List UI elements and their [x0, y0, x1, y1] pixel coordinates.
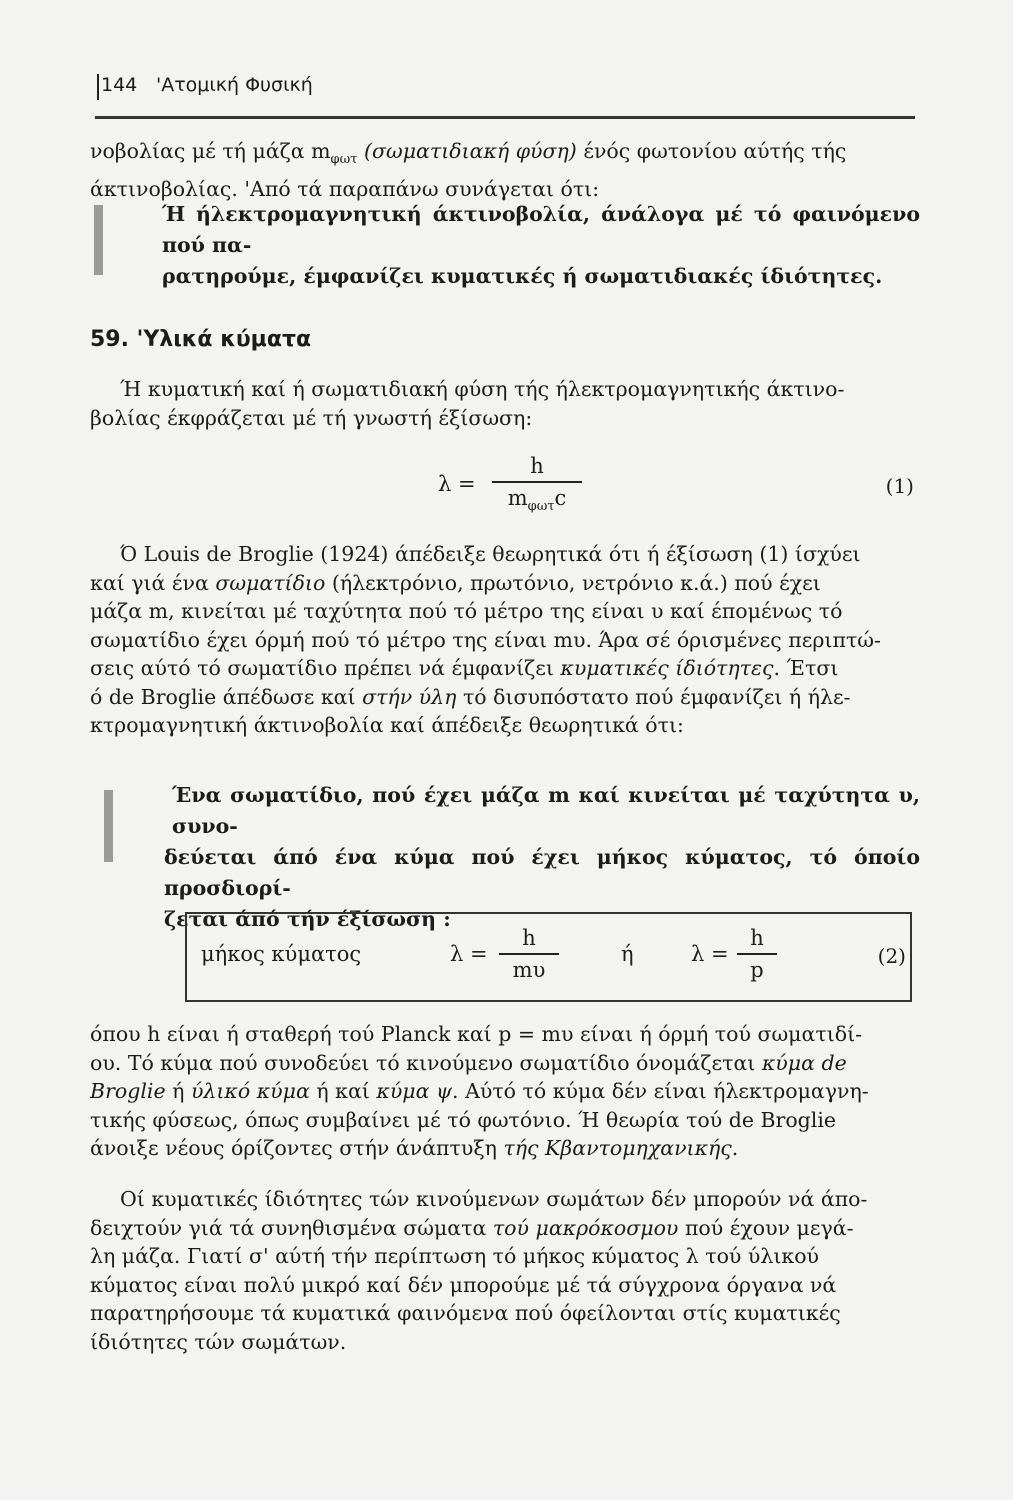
intro-line2: άκτινοβολίας. 'Από τά παραπάνω συνάγεται ότι: — [90, 176, 600, 201]
para5-line5: παρατηρήσουμε τά κυματικά φαινόμενα πού όφείλονται στίς κυματικές — [90, 1301, 841, 1325]
highlight-bar-1 — [94, 205, 103, 275]
eq1-denominator — [492, 486, 582, 514]
para4-line5-pre: άνοιξε νέους όρίζοντες στήν άνάπτυξη — [90, 1136, 497, 1160]
highlight1-line2: ρατηρούμε, έμφανίζει κυματικές ή σωματιδιακές ίδιότητες. — [162, 264, 883, 288]
para4-line3-italic: Broglie — [90, 1079, 166, 1103]
para4-line2-italic: κύμα de — [761, 1050, 847, 1075]
para4-line3-italic2: ύλικό κύμα — [190, 1079, 310, 1103]
para3-line2-italic: σωματίδιο — [215, 570, 326, 595]
eq2-fraction-1 — [499, 926, 559, 982]
eq1-numerator: h — [530, 454, 544, 478]
equation-1 — [420, 450, 920, 520]
para3-line1: Ό Louis de Broglie (1924) άπέδειξε θεωρητικά ότι ή έξίσωση (1) ίσχύει — [120, 542, 861, 566]
eq2-fraction-2 — [737, 926, 777, 982]
eq1-fraction — [492, 454, 582, 514]
paragraph-2 — [90, 375, 920, 432]
eq2-number: (2) — [877, 944, 906, 968]
eq2-num1: h — [522, 926, 536, 950]
highlight-box-1 — [112, 199, 920, 292]
para3-line5-pre: σεις αύτό τό σωματίδιο πρέπει νά έμφανίζει — [90, 656, 554, 680]
para4-line3-mid: ή — [172, 1079, 185, 1103]
eq2-bar1 — [499, 953, 559, 955]
page-number: 144 — [101, 74, 138, 96]
eq2-lhs: λ = — [450, 942, 488, 966]
para3-line6-italic: στήν ύλη — [362, 684, 457, 709]
para5-line1: Οί κυματικές ίδιότητες τών κινούμενων σωμάτων δέν μπορούν νά άπο- — [120, 1187, 868, 1211]
intro-line1-sub: φωτ — [330, 152, 358, 168]
para4-line3-mid2: ή καί — [316, 1079, 370, 1103]
para5-line6: ίδιότητες τών σωμάτων. — [90, 1329, 347, 1354]
para4-line4: τικής φύσεως, όπως συμβαίνει μέ τό φωτόνιο. Ή θεωρία τού de Broglie — [90, 1107, 837, 1132]
eq2-bar2 — [737, 953, 777, 955]
para2-line2: βολίας έκφράζεται μέ τή γνωστή έξίσωση: — [90, 405, 533, 430]
eq2-lhs2: λ = — [691, 942, 729, 966]
para4-line3-italic3: κύμα ψ — [376, 1079, 453, 1103]
eq1-fraction-bar — [492, 481, 582, 483]
para4-line2-pre: ου. Τό κύμα πού συνοδεύει τό κινούμενο σωματίδιο όνομάζεται — [90, 1050, 756, 1075]
para3-line3: μάζα m, κινείται μέ ταχύτητα πού τό μέτρο της είναι υ καί έπομένως τό — [90, 599, 843, 623]
para5-line2-post: πού έχουν μεγά- — [684, 1215, 854, 1240]
eq1-den-sub: φωτ — [527, 499, 555, 515]
page-header — [86, 74, 916, 104]
highlight2-line1: Ένα σωματίδιο, πού έχει μάζα m καί κινείται μέ ταχύτητα υ, συνο- — [172, 783, 920, 838]
equation-2-box — [185, 912, 912, 1002]
paragraph-3 — [90, 540, 920, 740]
para4-line5-post: . — [731, 1136, 739, 1160]
para5-line3: λη μάζα. Γιατί σ' αύτή τήν περίπτωση τό μήκος κύματος λ τού ύλικού — [90, 1244, 820, 1268]
eq2-den1: mυ — [512, 958, 546, 982]
para3-line2-post: (ήλεκτρόνιο, πρωτόνιο, νετρόνιο κ.ά.) πού έχει — [331, 570, 821, 595]
eq1-number: (1) — [885, 474, 914, 498]
para3-line6-pre: ό de Broglie άπέδωσε καί — [90, 684, 356, 709]
para5-line4: κύματος είναι πολύ μικρό καί δέν μπορούμε μέ τά σύγχρονα όργανα νά — [90, 1272, 837, 1297]
para3-line5-italic: κυματικές ίδιότητες — [560, 656, 774, 680]
eq2-or: ή — [621, 942, 634, 966]
header-rule — [95, 116, 915, 119]
para5-line2-pre: δειχτούν γιά τά συνηθισμένα σώματα — [90, 1215, 487, 1240]
running-title: 'Ατομική Φυσική — [156, 74, 313, 96]
para3-line5-post: . Έτσι — [773, 656, 839, 680]
eq2-den2: p — [750, 958, 764, 982]
eq1-den-post: c — [554, 486, 567, 510]
para3-line4: σωματίδιο έχει όρμή πού τό μέτρο της είναι mυ. Άρα σέ όρισμένες περιπτώ- — [90, 627, 881, 652]
eq1-lhs: λ = — [438, 472, 476, 496]
intro-line1-italic: (σωματιδιακή φύση) — [363, 139, 577, 163]
para4-line1: όπου h είναι ή σταθερή τού Planck καί p = mυ είναι ή όρμή τού σωματιδί- — [90, 1022, 863, 1046]
para4-line5-italic: τής Κβαντομηχανικής — [503, 1136, 732, 1160]
eq2-label: μήκος κύματος — [201, 942, 362, 966]
paragraph-4 — [90, 1020, 920, 1163]
para3-line6-post: τό δισυπόστατο πού έμφανίζει ή ήλε- — [462, 684, 851, 709]
intro-line1-post: ένός φωτονίου αύτής τής — [583, 139, 847, 163]
highlight2-line2: δεύεται άπό ένα κύμα πού έχει μήκος κύματος, τό όποίο προσδιορί- — [164, 845, 920, 900]
header-bar — [97, 74, 99, 100]
para3-line2-pre: καί γιά ένα — [90, 570, 209, 595]
paragraph-5 — [90, 1185, 920, 1356]
para3-line7: κτρομαγνητική άκτινοβολία καί άπέδειξε θεωρητικά ότι: — [90, 713, 684, 737]
eq1-den-pre: m — [507, 486, 528, 510]
para4-line3-post: . Αύτό τό κύμα δέν είναι ήλεκτρομαγνη- — [452, 1079, 869, 1103]
section-title: 59. 'Υλικά κύματα — [90, 327, 312, 352]
eq2-num2: h — [750, 926, 764, 950]
highlight2-line3: ζεται άπό τήν έξίσωση : — [164, 907, 451, 931]
para2-line1: Ή κυματική καί ή σωματιδιακή φύση τής ήλεκτρομαγνητικής άκτινο- — [120, 377, 845, 401]
intro-line1-pre: νοβολίας μέ τή μάζα m — [90, 139, 331, 163]
intro-paragraph — [90, 137, 920, 203]
highlight-bar-2 — [104, 790, 113, 862]
highlight1-line1: Ή ήλεκτρομαγνητική άκτινοβολία, άνάλογα μέ τό φαινόμενο πού πα- — [162, 202, 920, 257]
para5-line2-italic: τού μακρόκοσμου — [492, 1215, 679, 1240]
